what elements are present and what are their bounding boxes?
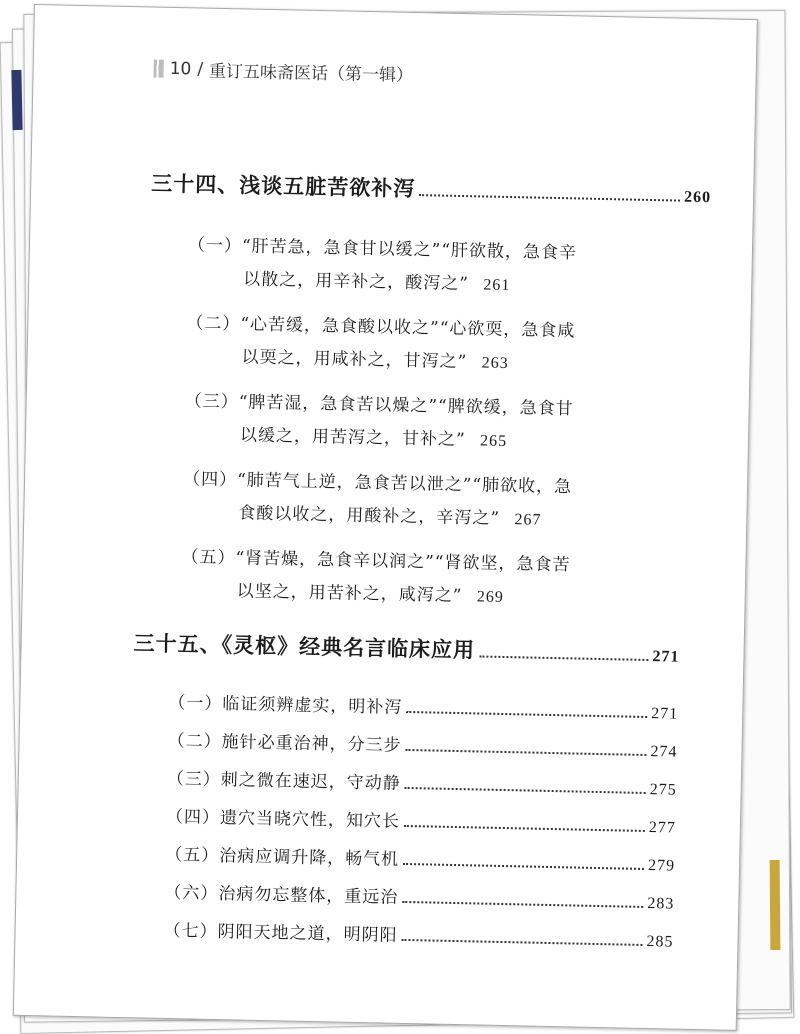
page-number: 271	[652, 648, 680, 666]
page-number: 283	[647, 895, 675, 913]
toc-chapter-34[interactable]	[151, 167, 712, 209]
header-separator: /	[197, 58, 204, 80]
page-number: 274	[650, 743, 678, 761]
section-text-line1: （二）“心苦缓，急食酸以收之”“心欲耎，急食咸	[186, 313, 576, 342]
section-text: （三）刺之微在速迟，守动静	[166, 768, 401, 794]
section-text: （二）施针必重治神，分三步	[167, 730, 402, 756]
toc-chapter-35[interactable]	[133, 627, 680, 668]
section-text: （六）治病勿忘整体，重远治	[164, 882, 399, 908]
page-number: 271	[651, 705, 679, 723]
leader-dots	[401, 939, 642, 946]
page-number: 261	[483, 276, 511, 295]
section-text-line2: 以缓之，用苦泻之，甘补之”	[239, 425, 466, 451]
toc-section-35-7[interactable]	[163, 916, 673, 952]
section-text-line2: 食酸以收之，用酸补之，辛泻之”	[238, 503, 501, 529]
toc-section-34-3[interactable]	[184, 386, 685, 454]
section-text-line1: （五）“肾苦燥，急食辛以润之”“肾欲坚，急食苦	[181, 547, 571, 576]
toc-section-35-1[interactable]	[168, 688, 678, 724]
book-cover-edge-gold	[770, 860, 781, 950]
section-text: （四）遗穴当晓穴性，知穴长	[165, 806, 401, 832]
section-text-line2: 以散之，用辛补之，酸泻之”	[243, 269, 470, 295]
leader-dots	[403, 863, 644, 870]
page-number: 260	[683, 188, 712, 207]
page-number: 277	[648, 819, 677, 837]
toc-section-35-3[interactable]	[167, 764, 677, 800]
section-text: （一）临证须辨虚实，明补泻	[168, 692, 403, 718]
page-number: 267	[514, 511, 542, 529]
section-text-line1: （一）“肝苦急，急食甘以缓之”“肝欲散，急食辛	[187, 235, 578, 264]
section-text-line2: 以耎之，用咸补之，甘泻之”	[241, 347, 468, 373]
section-text-line1: （三）“脾苦湿，急食苦以燥之”“脾欲缓，急食甘	[184, 391, 574, 420]
leader-dots	[479, 655, 649, 661]
chapter-title: 三十五、《灵枢》经典名言临床应用	[133, 630, 476, 663]
leader-dots	[402, 901, 643, 908]
header-book-title: 重订五味斋医话（第一辑）	[208, 61, 414, 86]
page-number: 265	[479, 432, 508, 451]
table-of-contents	[14, 5, 757, 1030]
toc-section-34-2[interactable]	[185, 308, 686, 376]
page-number: 263	[481, 354, 509, 373]
leader-dots	[405, 787, 646, 794]
toc-section-34-1[interactable]	[187, 230, 688, 298]
page-number: 269	[476, 588, 504, 606]
section-text-line2: 以坚之，用苦补之，咸泻之”	[236, 581, 463, 607]
toc-page	[13, 4, 758, 1031]
toc-section-35-6[interactable]	[164, 878, 674, 914]
leader-dots	[405, 749, 646, 756]
section-text-line1: （四）“肺苦气上逆，急食苦以泄之”“肺欲收，急	[182, 469, 573, 498]
leader-dots	[419, 194, 680, 201]
toc-section-35-4[interactable]	[166, 802, 676, 838]
header-page-number: 10	[169, 58, 192, 79]
section-text: （五）治病应调升降，畅气机	[164, 844, 400, 870]
toc-section-34-4[interactable]	[182, 464, 683, 532]
toc-section-34-5[interactable]	[181, 542, 682, 610]
page-number: 279	[647, 857, 676, 875]
section-text: （七）阴阳天地之道，明阴阳	[163, 920, 398, 946]
chapter-title: 三十四、浅谈五脏苦欲补泻	[151, 170, 416, 202]
book-cover-edge-blue	[11, 70, 22, 130]
leader-dots	[406, 711, 647, 718]
leader-dots	[404, 825, 645, 832]
page-number: 285	[646, 933, 674, 951]
toc-section-35-5[interactable]	[165, 840, 675, 876]
toc-section-35-2[interactable]	[167, 726, 677, 762]
page-number: 275	[649, 781, 677, 799]
